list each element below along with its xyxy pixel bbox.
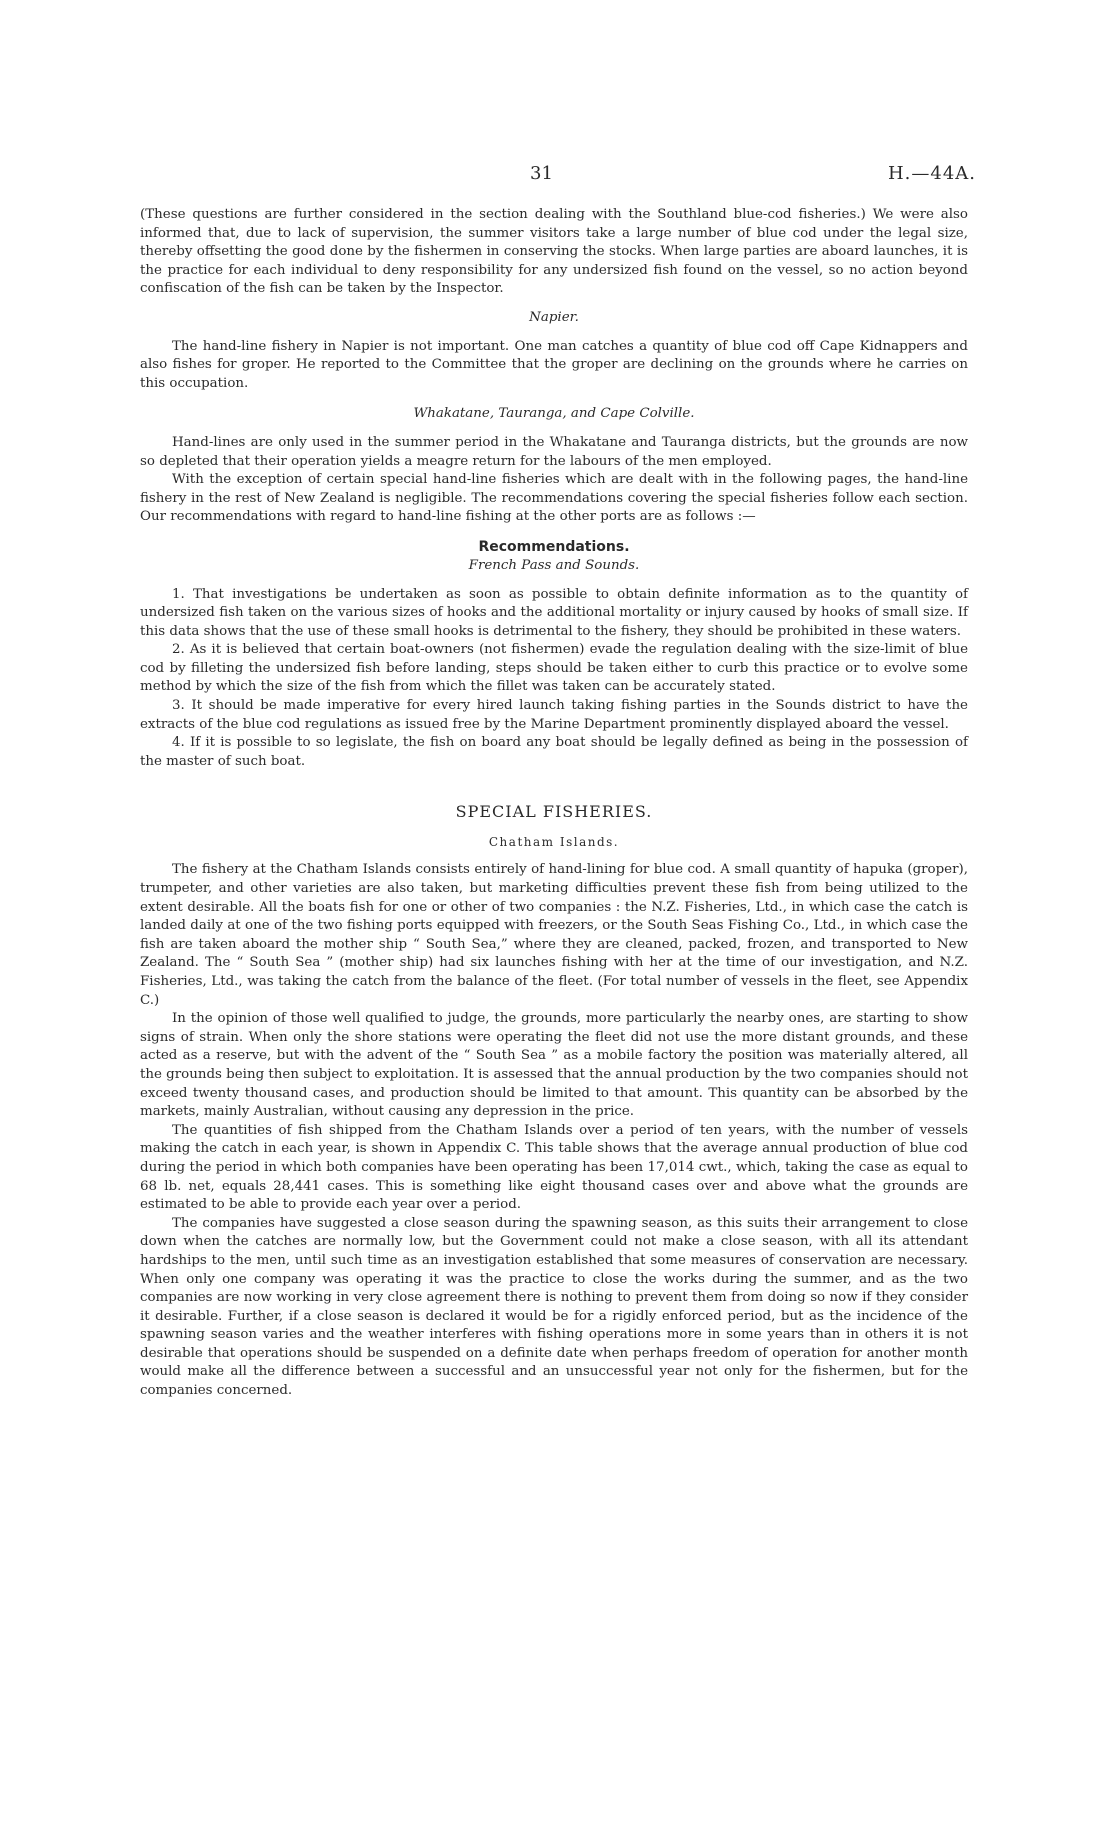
recommendation-4: 4. If it is possible to so legislate, the fish on board any boat should be legally defined as being in the possession of the master of such boat. [140, 735, 968, 769]
paragraph-chatham-2: In the opinion of those well qualified to judge, the grounds, more particularly the nearby ones, are starting to show signs of strain. When only the shore stations were operating the fleet did not use the more distant grounds, and these acted as a reserve, but with the advent of the “ South Sea ” as a mobile factory the position was materially altered, all the grounds being then subject to exploitation. It is assessed that the annual production by the two companies should not exceed twenty thousand cases, and production should be limited to that amount. This quantity can be absorbed by the markets, mainly Australian, without causing any depression in the price. [140, 1011, 968, 1120]
heading-french-pass: French Pass and Sounds. [468, 557, 640, 573]
paragraph-chatham-1: The fishery at the Chatham Islands consists entirely of hand-lining for blue cod. A small quantity of hapuka (groper), trumpeter, and other varieties are also taken, but marketing difficulties prevent these fish from being utilized to the extent desirable. All the boats fish for one or other of two companies : the N.Z. Fisheries, Ltd., in which case the catch is landed daily at one of the two fishing ports equipped with freezers, or the South Seas Fishing Co., Ltd., in which case the fish are taken aboard the mother ship “ South Sea,” where they are cleaned, packed, frozen, and transported to New Zealand. The “ South Sea ” (mother ship) had six launches fishing with her at the time of our investigation, and N.Z. Fisheries, Ltd., was taking the catch from the balance of the fleet. (For total number of vessels in the fleet, see Appendix C.) [140, 862, 968, 1008]
page-header [0, 163, 1114, 189]
paragraph-napier: The hand-line fishery in Napier is not important. One man catches a quantity of blue cod off Cape Kidnappers and also fishes for groper. He reported to the Committee that the groper are declining on the grounds where he carries on this occupation. [140, 338, 968, 391]
recommendation-2: 2. As it is believed that certain boat-owners (not fishermen) evade the regulation dealing with the size-limit of blue cod by filleting the undersized fish before landing, steps should be taken either to curb this practice or to evolve some method by which the size of the fish from which the fillet was taken can be accurately stated. [140, 642, 968, 695]
recommendation-1: 1. That investigations be undertaken as soon as possible to obtain definite information as to the quantity of undersized fish taken on the various sizes of hooks and the additional mortality or injury caused by hooks of small size. If this data shows that the use of these small hooks is detrimental to the fishery, they should be prohibited in these waters. [140, 586, 968, 639]
heading-whakatane: Whakatane, Tauranga, and Cape Colville. [413, 406, 695, 422]
page-number: 31 [530, 163, 553, 184]
heading-napier: Napier. [529, 309, 579, 325]
paragraph-whakatane: Hand-lines are only used in the summer period in the Whakatane and Tauranga districts, but the grounds are now so depleted that their operation yields a meagre return for the labours of the men employed. [140, 434, 968, 469]
paragraph-chatham-3: The quantities of fish shipped from the Chatham Islands over a period of ten years, with the number of vessels making the catch in each year, is shown in Appendix C. This table shows that the average annual production of blue cod during the period in which both companies have been operating has been 17,014 cwt., which, taking the case as equal to 68 lb. net, equals 28,441 cases. This is something like eight thousand cases over and above what the grounds are estimated to be able to provide each year over a period. [140, 1122, 968, 1213]
heading-recommendations: Recommendations. [478, 538, 630, 555]
document-body [140, 206, 968, 1401]
paragraph-southland-note: (These questions are further considered in the section dealing with the Southland blue-cod fisheries.) We were also informed that, due to lack of supervision, the summer visitors take a large number of blue cod under the legal size, thereby offsetting the good done by the fishermen in conserving the stocks. When large parties are aboard launches, it is the practice for each individual to deny responsibility for any undersized fish found on the vessel, so no action beyond confiscation of the fish can be taken by the Inspector. [140, 207, 968, 297]
paragraph-chatham-4: The companies have suggested a close season during the spawning season, as this suits their arrangement to close down when the catches are normally low, but the Government could not make a close season, with all its attendant hardships to the men, until such time as an investigation established that some measures of conservation are necessary. When only one company was operating it was the practice to close the works during the summer, and as the two companies are now working in very close agreement there is nothing to prevent them from doing so now if they consider it desirable. Further, if a close season is declared it would be for a rigidly enforced period, but as the incidence of the spawning season varies and the weather interferes with fishing operations more in some years than in others it is not desirable that operations should be suspended on a definite date when perhaps freedom of operation for another month would make all the difference between a successful and an unsuccessful year not only for the fishermen, but for the companies concerned. [140, 1215, 968, 1399]
heading-special-fisheries: SPECIAL FISHERIES. [455, 802, 653, 822]
document-reference: H.—44A. [887, 163, 976, 184]
paragraph-exception: With the exception of certain special hand-line fisheries which are dealt with in the following pages, the hand-line fishery in the rest of New Zealand is negligible. The recommendations covering the special fisheries follow each section. Our recommendations with regard to hand-line fishing at the other ports are as follows :— [140, 472, 968, 525]
recommendation-3: 3. It should be made imperative for every hired launch taking fishing parties in the Sounds district to have the extracts of the blue cod regulations as issued free by the Marine Department prominently displayed aboard the vessel. [140, 698, 968, 732]
heading-chatham-islands: Chatham Islands. [488, 835, 620, 850]
